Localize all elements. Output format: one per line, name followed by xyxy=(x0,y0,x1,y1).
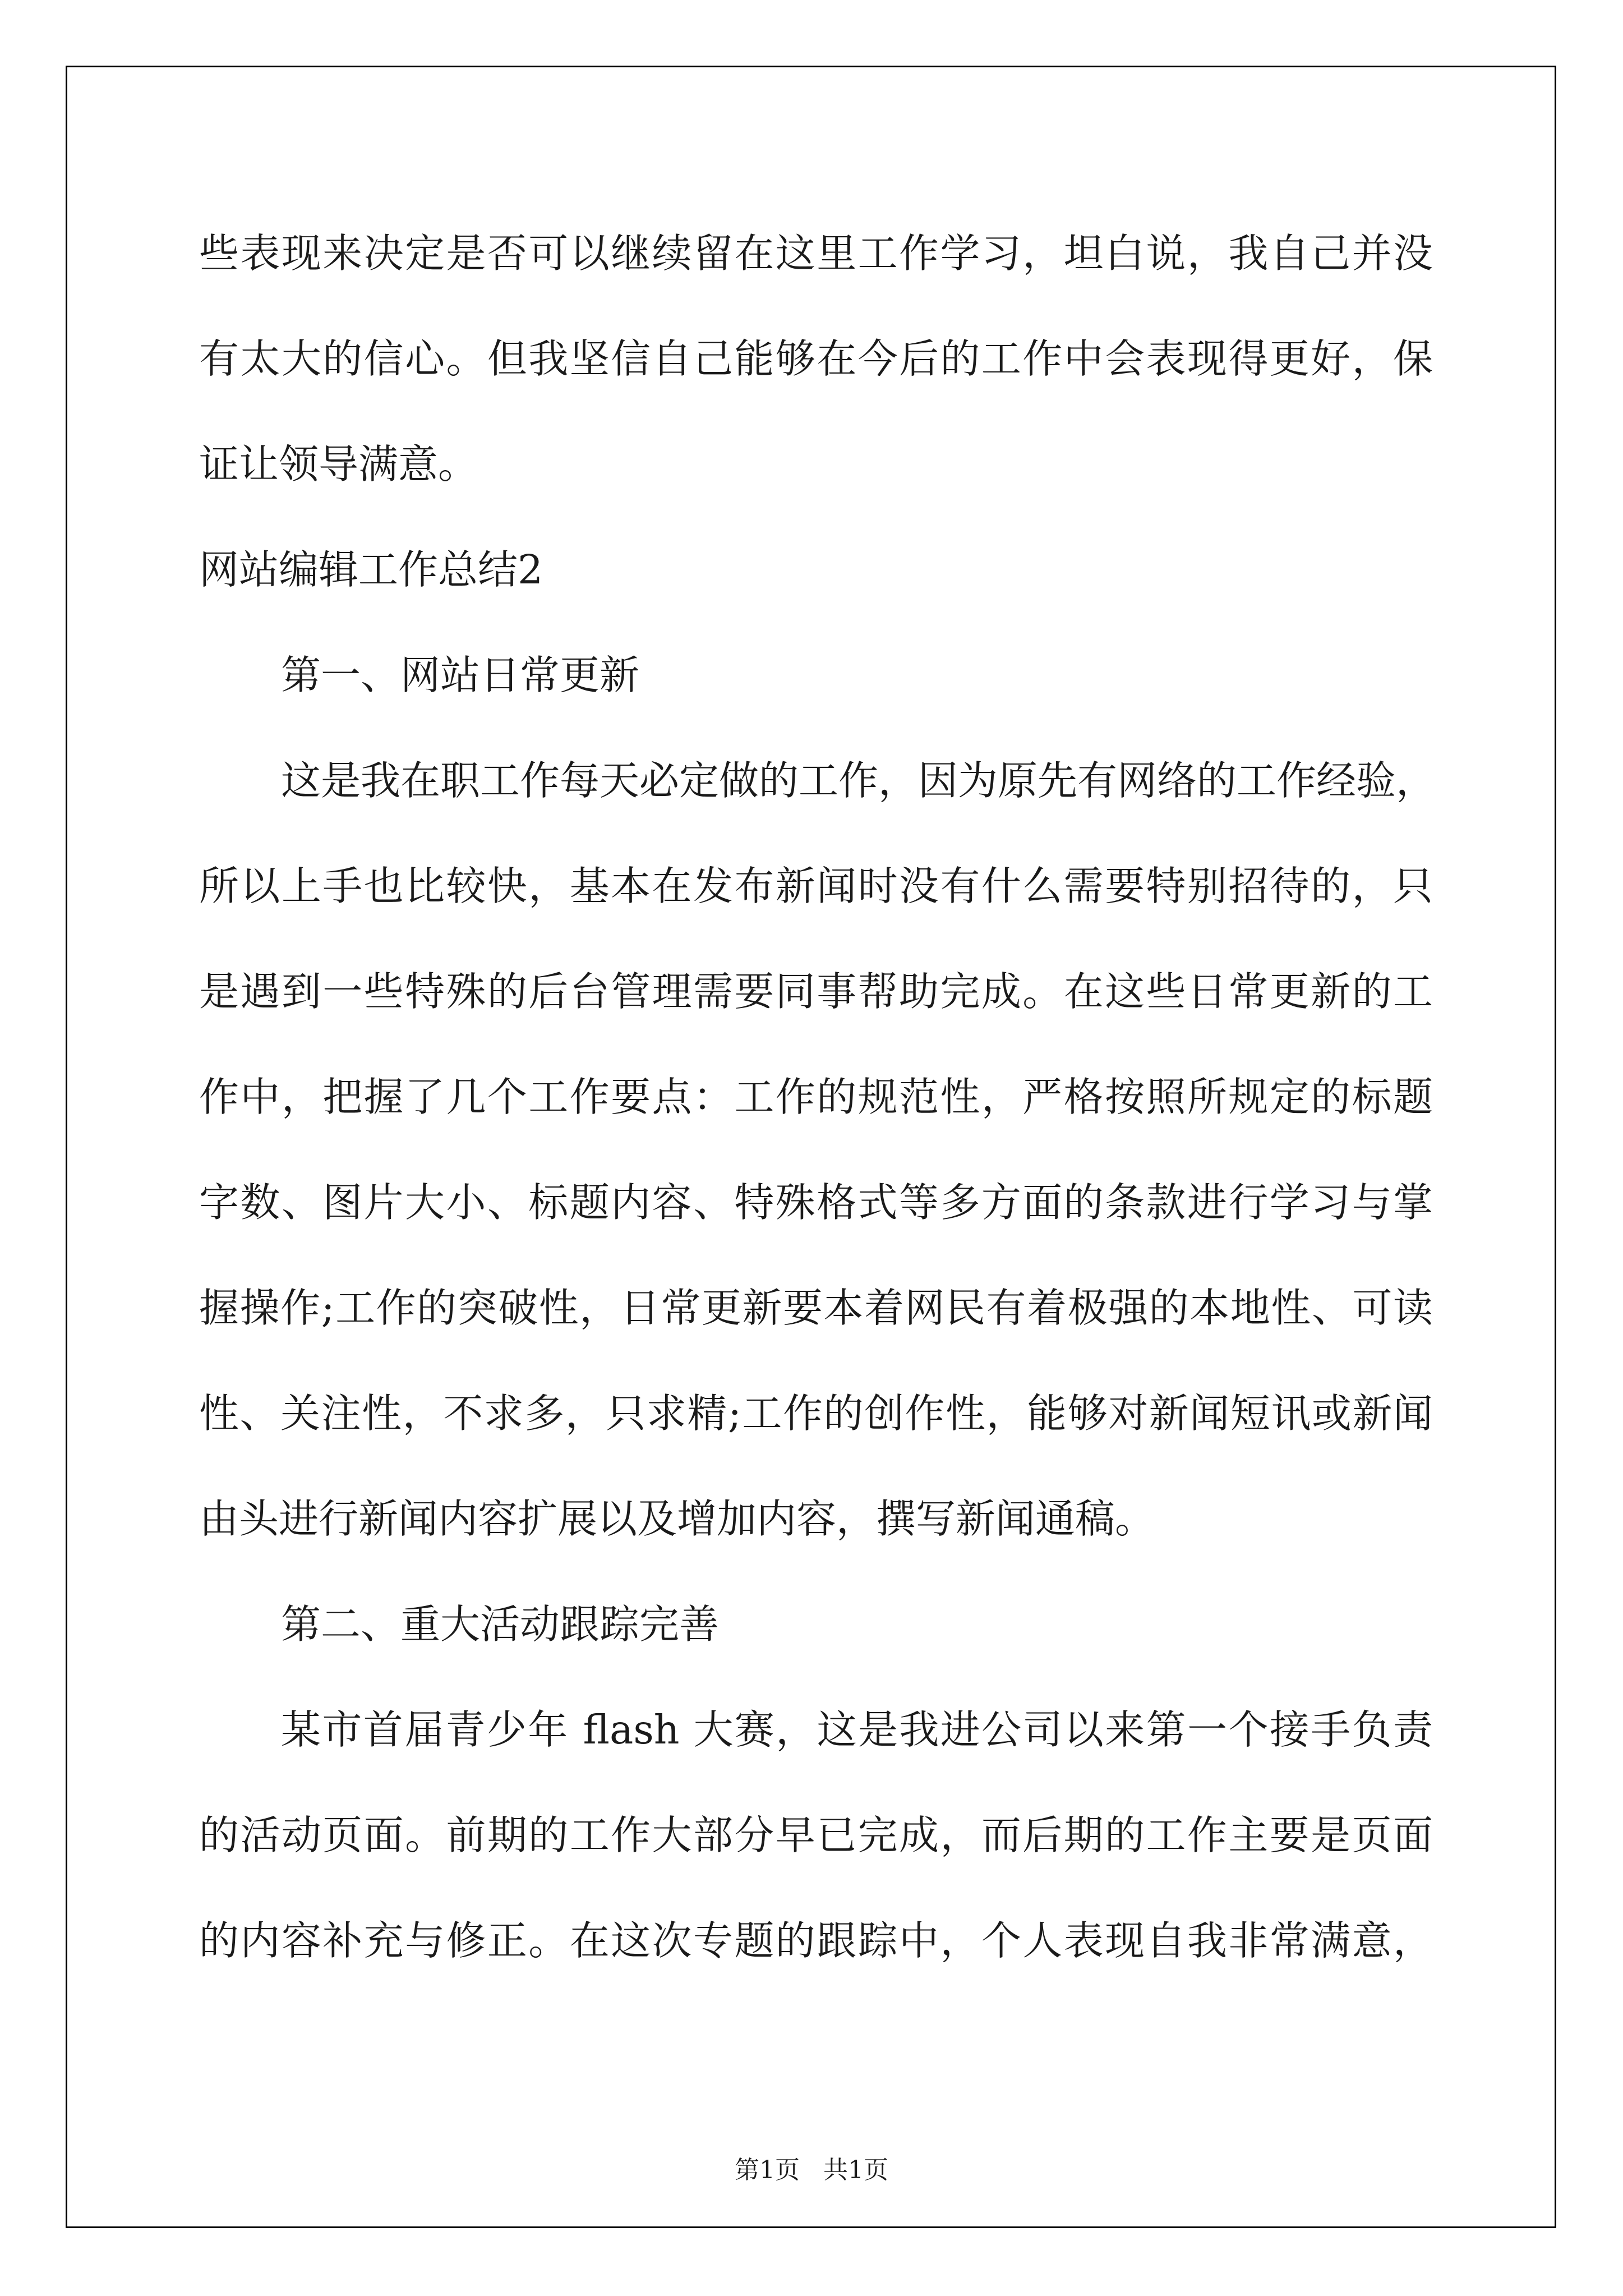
text-line: 作中，把握了几个工作要点：工作的规范性，严格按照所规定的标题 xyxy=(199,1074,1433,1120)
text-line: 第二、重大活动跟踪完善 xyxy=(281,1601,720,1648)
text-line: 的内容补充与修正。在这次专题的跟踪中，个人表现自我非常满意， xyxy=(199,1917,1433,1964)
text-line: 这是我在职工作每天必定做的工作，因为原先有网络的工作经验， xyxy=(281,757,1436,804)
text-line: 些表现来决定是否可以继续留在这里工作学习，坦白说，我自己并没 xyxy=(199,230,1433,277)
text-line: 由头进行新闻内容扩展以及增加内容，撰写新闻通稿。 xyxy=(199,1496,1155,1542)
text-line: 有太大的信心。但我坚信自己能够在今后的工作中会表现得更好，保 xyxy=(199,335,1433,382)
text-line: 所以上手也比较快，基本在发布新闻时没有什么需要特别招待的，只 xyxy=(199,863,1433,909)
text-line: 证让领导满意。 xyxy=(199,441,478,487)
text-line: 的活动页面。前期的工作大部分早已完成，而后期的工作主要是页面 xyxy=(199,1812,1433,1858)
document-body xyxy=(199,201,1436,1994)
page-footer: 第1页 共1页 xyxy=(735,2156,888,2184)
text-line: 某市首届青少年 flash 大赛，这是我进公司以来第一个接手负责 xyxy=(281,1706,1433,1753)
text-line: 握操作;工作的突破性，日常更新要本着网民有着极强的本地性、可读 xyxy=(199,1285,1433,1331)
text-line: 性、关注性，不求多，只求精;工作的创作性，能够对新闻短讯或新闻 xyxy=(199,1390,1433,1437)
text-line: 字数、图片大小、标题内容、特殊格式等多方面的条款进行学习与掌 xyxy=(199,1179,1433,1226)
text-line: 是遇到一些特殊的后台管理需要同事帮助完成。在这些日常更新的工 xyxy=(199,968,1433,1015)
text-line: 第一、网站日常更新 xyxy=(281,652,640,698)
text-line: 网站编辑工作总结2 xyxy=(199,546,543,593)
